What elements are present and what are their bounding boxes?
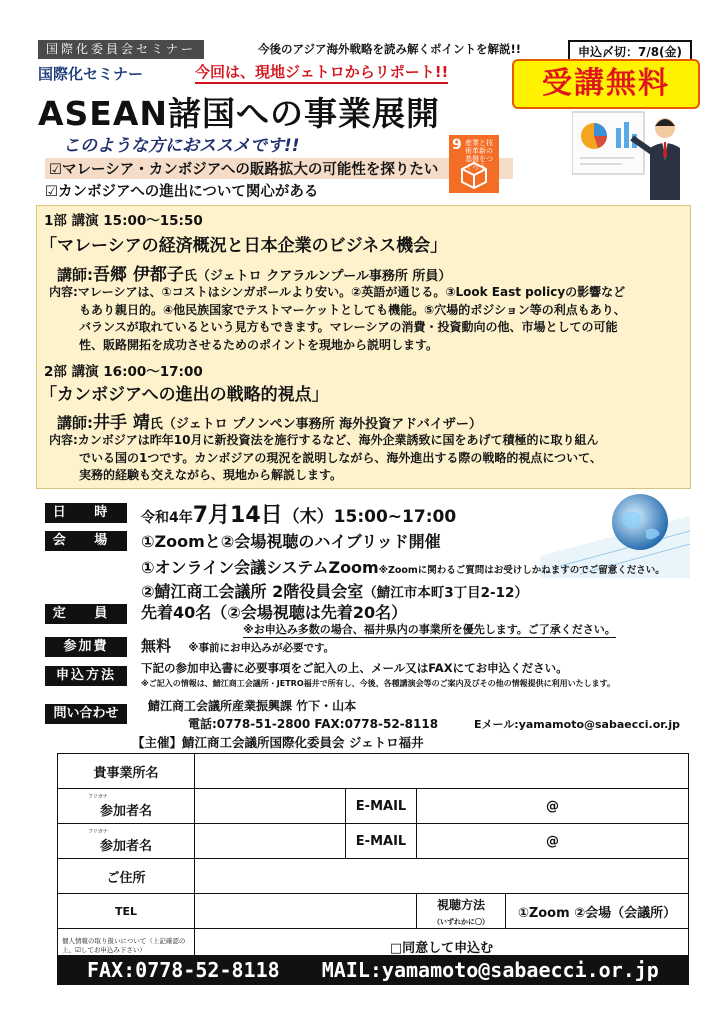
- deadline-badge: 申込〆切：7/8(金): [568, 40, 692, 64]
- presenter-illustration: [572, 108, 690, 200]
- cube-icon: [459, 161, 489, 189]
- page-title: ASEAN諸国への事業展開: [38, 94, 441, 133]
- date-time: （木）15:00~17:00: [282, 507, 457, 527]
- venue-label: 会 場: [45, 531, 127, 551]
- checklist-item: ☑マレーシア・カンボジアへの販路拡大の可能性を探りたい: [45, 158, 513, 179]
- content-line: 内容:マレーシアは、①コストはシンガポールより安い。②英語が通じる。③Look East policyの影響など: [49, 285, 626, 299]
- content-line: 実務的経験も交えながら、現地から解説します。: [79, 468, 343, 482]
- venue-online: [141, 555, 665, 578]
- venue-hall-text: ②鯖江商工会議所 2階役員会室: [141, 582, 364, 601]
- email2-field[interactable]: [417, 824, 689, 859]
- venue-hall: [141, 579, 528, 602]
- footer-fax: FAX:0778-52-8118: [87, 958, 280, 982]
- capacity-label: 定 員: [45, 604, 127, 624]
- fee-value: 無料: [141, 637, 172, 655]
- at-sign: @: [546, 833, 559, 849]
- free-badge: 受講無料: [512, 59, 700, 109]
- date-label: 日 時: [45, 503, 127, 523]
- privacy-label: 個人情報の取り扱いについて（上記確認の上、☑してお申込み下さい）: [58, 929, 195, 964]
- contact-phone: 電話:0778-51-2800 FAX:0778-52-8118: [188, 717, 439, 731]
- organizer: 【主催】鯖江商工会議所国際化委員会 ジェトロ福井: [132, 735, 424, 750]
- footer-contact-bar: [57, 955, 689, 985]
- report-banner: 今回は、現地ジェトロからリポート!!: [195, 61, 448, 84]
- address-label: ご住所: [58, 859, 195, 894]
- lecture1-content: [49, 284, 681, 354]
- tel-field[interactable]: [195, 894, 417, 929]
- speaker-name: 吾郷 伊都子: [93, 265, 184, 285]
- agree-checkbox[interactable]: □同意して申込む: [195, 929, 689, 964]
- contact-label: 問い合わせ: [45, 704, 127, 724]
- footer-mail: MAIL:yamamoto@sabaecci.or.jp: [321, 958, 659, 982]
- email2-label: E-MAIL: [346, 824, 417, 859]
- part1-heading: 1部 講演 15:00〜15:50: [44, 213, 203, 229]
- lecture1-title: 「マレーシアの経済概況と日本企業のビジネス機会」: [40, 236, 448, 256]
- method-label: [417, 894, 506, 929]
- at-sign: @: [546, 798, 559, 814]
- sdg-9-icon: [449, 135, 499, 193]
- date-prefix: 令和4年: [141, 510, 193, 526]
- speaker-detail: 氏（ジェトロ クアラルンプール事務所 所員）: [183, 269, 452, 284]
- tel-label: TEL: [58, 894, 195, 929]
- furigana-label: フリガナ: [88, 793, 108, 800]
- furigana-label: フリガナ: [88, 828, 108, 835]
- application-form: [57, 753, 689, 964]
- header-subtitle: 今後のアジア海外戦略を読み解くポイントを解説!!: [258, 42, 522, 56]
- speaker1: [57, 260, 451, 285]
- date-main: 7月14日: [192, 503, 283, 528]
- content-line: バランスが取れているという見方もできます。マレーシアの消費・投資動向の他、市場としての可能: [79, 320, 618, 334]
- content-line: 内容:カンボジアは昨年10月に新投資法を施行するなど、海外企業誘致に国をあげて積極的に取り組ん: [49, 433, 599, 447]
- company-label: 貴事業所名: [58, 754, 195, 789]
- contact-email: Eメール:yamamoto@sabaecci.or.jp: [474, 718, 680, 731]
- company-field[interactable]: [195, 754, 689, 789]
- seminar-type: 国際化セミナー: [38, 65, 144, 83]
- participant-label-text: 参加者名: [99, 803, 152, 819]
- email1-field[interactable]: [417, 789, 689, 824]
- lecture2-title: 「カンボジアへの進出の戦略的視点」: [40, 385, 329, 405]
- fee-note: ※事前にお申込みが必要です。: [188, 642, 335, 654]
- apply-method: 下記の参加申込書に必要事項をご記入の上、メール又はFAXにてお申込ください。: [141, 661, 568, 675]
- email1-label: E-MAIL: [346, 789, 417, 824]
- speaker-label: 講師:: [57, 414, 93, 432]
- speaker-detail: 氏（ジェトロ プノンペン事務所 海外投資アドバイザー）: [149, 417, 482, 432]
- participant1-name-field[interactable]: [195, 789, 346, 824]
- participant1-label: [58, 789, 195, 824]
- seminar-label: 国際化委員会セミナー: [38, 40, 204, 59]
- method-options[interactable]: ①Zoom ②会場（会議所）: [506, 894, 689, 929]
- apply-label: 申込方法: [45, 666, 127, 686]
- method-label-text: 視聴方法: [436, 897, 485, 912]
- sdg-number: 9: [452, 137, 462, 153]
- speaker-name: 井手 靖: [93, 413, 150, 433]
- recommend-heading: このような方におススメです!!: [63, 136, 300, 156]
- capacity: 先着40名（②会場視聴は先着20名）: [141, 603, 408, 622]
- event-date: [141, 498, 456, 529]
- checklist-item: ☑カンボジアへの進出について関心がある: [45, 184, 319, 200]
- content-line: でいる国の1つです。カンボジアの現況を説明しながら、海外進出する際の戦略的視点について、: [79, 450, 602, 465]
- fee: [141, 635, 334, 656]
- speaker-label: 講師:: [57, 266, 93, 284]
- apply-note: ※ご記入の情報は、鯖江商工会議所・JETRO福井で所有し、今後、各種講演会等のご案内及びその他の情報提供に利用いたします。: [141, 679, 615, 688]
- fee-label: 参加費: [45, 637, 127, 657]
- sdg-text: 産業と技術革新の基盤をつくろう: [465, 139, 493, 171]
- venue-online-note: ※Zoomに関わるご質問はお受けしかねますのでご留意ください。: [378, 565, 665, 576]
- participant-label-text: 参加者名: [99, 838, 152, 854]
- speaker2: [57, 408, 482, 433]
- venue-hybrid: ①Zoomと②会場視聴のハイブリッド開催: [141, 532, 441, 551]
- content-line: 性、販路開拓を成功させるためのポイントを現地から説明します。: [79, 337, 439, 352]
- address-field[interactable]: [195, 859, 689, 894]
- method-note: （いずれかに〇）: [433, 917, 489, 926]
- participant2-name-field[interactable]: [195, 824, 346, 859]
- content-line: もあり親日的。④他民族国家でテストマーケットとしても機能。⑤穴場的ポジション等の利点もあり、: [79, 302, 626, 317]
- capacity-note: ※お申込み多数の場合、福井県内の事業所を優先します。ご了承ください。: [243, 623, 616, 636]
- venue-online-text: ①オンライン会議システムZoom: [141, 558, 379, 577]
- participant2-label: [58, 824, 195, 859]
- venue-hall-address: （鯖江市本町3丁目2-12）: [363, 585, 528, 601]
- lecture2-content: [49, 432, 681, 485]
- contact-dept: 鯖江商工会議所産業振興課 竹下・山本: [148, 699, 357, 713]
- part2-heading: 2部 講演 16:00〜17:00: [44, 364, 203, 380]
